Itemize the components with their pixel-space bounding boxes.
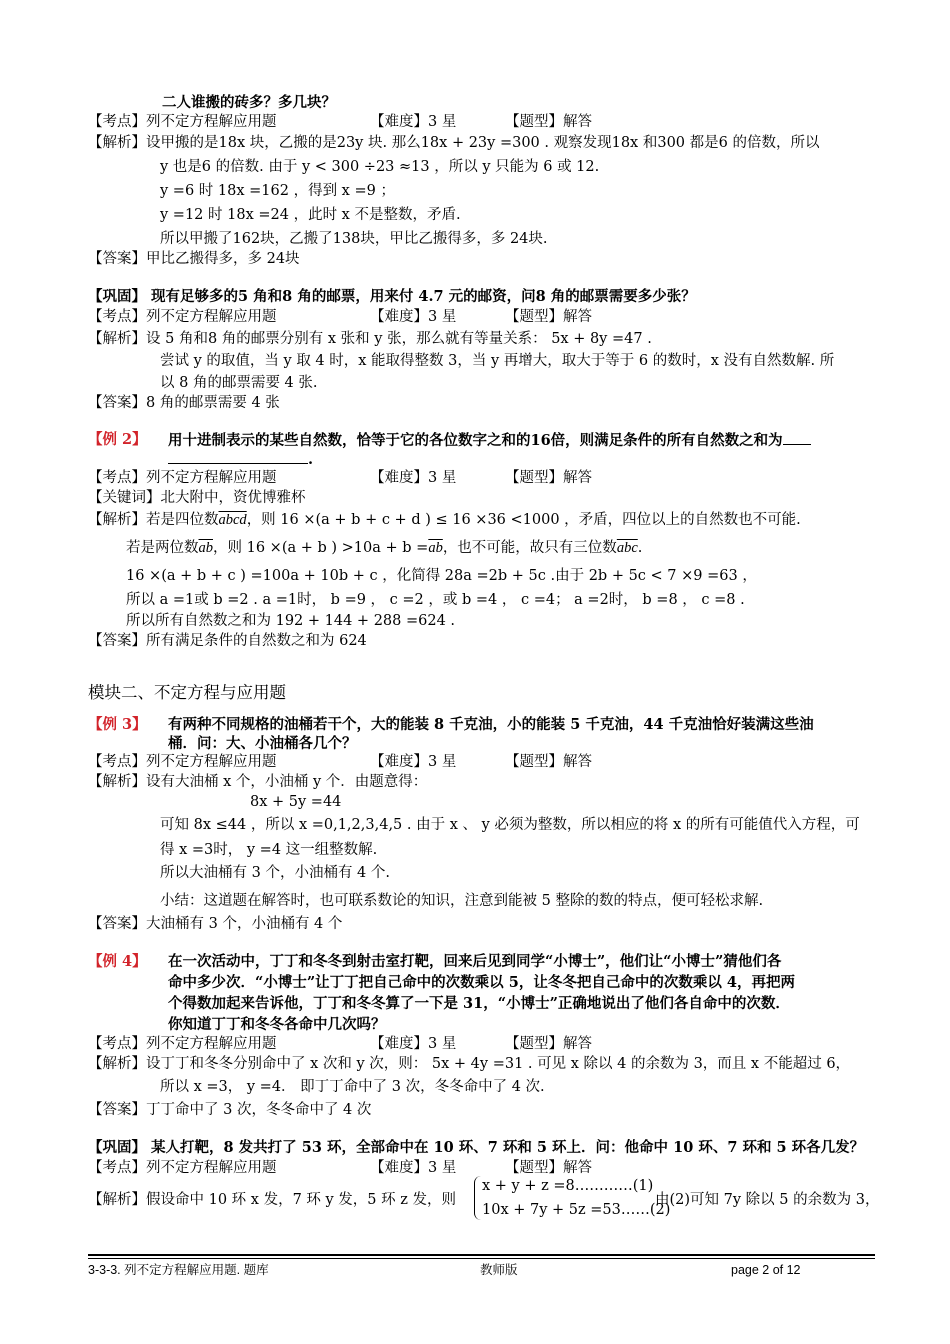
- kaodian-label: 【考点】列不定方程解应用题: [88, 470, 277, 486]
- kaodian-label: 【考点】列不定方程解应用题: [88, 1036, 277, 1052]
- answer-line: 【答案】甲比乙搬得多，多 24块: [88, 251, 300, 267]
- solution-line: 所以 x =3， y =4． 即丁丁命中了 3 次，冬冬命中了 4 次.: [160, 1079, 545, 1095]
- solution-line: y =12 时 18x =24 ，此时 x 不是整数，矛盾.: [160, 207, 461, 223]
- summary-line: 小结：这道题在解答时，也可联系数论的知识，注意到能被 5 整除的数的特点，便可轻松求解.: [160, 893, 764, 909]
- solution-line: 所以 a =1或 b =2 . a =1时， b =9 ， c =2 ，或 b =4 ， c =4； a =2时， b =8 ， c =8 .: [126, 592, 745, 608]
- solution-line: 若是两位数$\overline{ab}$，则 16 ×(a + b ) $>10a + b =\overline{ab}$，也不可能，故只有三位数$\overline{abc}$.: [126, 540, 643, 556]
- example-question: 你知道丁丁和冬冬各命中几次吗？: [168, 1016, 386, 1033]
- problem-text: 二人谁搬的砖多？多几块？: [162, 94, 336, 111]
- solution-line: 尝试 y 的取值，当 y 取 4 时，x 能取得整数 3，当 y 再增大，取大于等于 6 的数时，x 没有自然数解. 所: [160, 353, 835, 369]
- example-question-end: .: [168, 449, 313, 470]
- example-tag: 【例 3】: [88, 716, 147, 733]
- solution-line: 【解析】假设命中 10 环 x 发，7 环 y 发，5 环 z 发，则: [88, 1192, 456, 1208]
- difficulty-label: 【难度】3 星: [370, 1160, 457, 1176]
- solution-line: 得 x =3时， y =4 这一组整数解.: [160, 842, 378, 858]
- answer-blank: [168, 449, 308, 464]
- question-type-label: 【题型】解答: [505, 114, 592, 130]
- equation-row: 10x + 7y + 5z =53……(2): [482, 1202, 671, 1218]
- solution-line: 所以所有自然数之和为 192 + 144 + 288 =624 .: [126, 613, 456, 629]
- solution-line: 所以大油桶有 3 个，小油桶有 4 个.: [160, 865, 390, 881]
- solution-line: 由(2)可知 7y 除以 5 的余数为 3，: [655, 1192, 880, 1208]
- footer-title: 3-3-3. 列不定方程解应用题. 题库: [88, 1263, 269, 1277]
- solution-line: 【解析】设有大油桶 x 个，小油桶 y 个．由题意得：: [88, 774, 428, 790]
- example-tag: 【例 4】: [88, 953, 147, 970]
- solution-line: 以 8 角的邮票需要 4 张.: [160, 375, 318, 391]
- solution-line: 【解析】设 5 角和8 角的邮票分别有 x 张和 y 张，那么就有等量关系： 5x + 8y =47 .: [88, 331, 652, 347]
- difficulty-label: 【难度】3 星: [370, 309, 457, 325]
- footer-edition: 教师版: [480, 1263, 518, 1277]
- example-question: 在一次活动中，丁丁和冬冬到射击室打靶，回来后见到同学“小博士”，他们让“小博士”猜他们各: [168, 953, 782, 970]
- equation: 8x + 5y =44: [250, 794, 342, 810]
- answer-line: 【答案】大油桶有 3 个，小油桶有 4 个: [88, 916, 343, 932]
- kaodian-label: 【考点】列不定方程解应用题: [88, 754, 277, 770]
- question-type-label: 【题型】解答: [505, 1036, 592, 1052]
- solution-line: 【解析】若是四位数abcd，则 16 ×(a + b + c + d ) ≤ 16 ×36 <1000 ，矛盾，四位以上的自然数也不可能.: [88, 512, 801, 528]
- example-question: [168, 430, 811, 451]
- solution-line: 【解析】设甲搬的是18x 块，乙搬的是23y 块. 那么18x + 23y =300 . 观察发现18x 和300 都是6 的倍数，所以: [88, 135, 820, 151]
- consolidation-question: 【巩固】 现有足够多的5 角和8 角的邮票，用来付 4.7 元的邮资，问8 角的邮票需要多少张？: [88, 288, 696, 305]
- difficulty-label: 【难度】3 星: [370, 114, 457, 130]
- question-type-label: 【题型】解答: [505, 1160, 592, 1176]
- solution-line: 可知 8x ≤44 ，所以 x =0,1,2,3,4,5 . 由于 x 、 y 必须为整数，所以相应的将 x 的所有可能值代入方程，可: [160, 817, 860, 833]
- example-tag: 【例 2】: [88, 431, 147, 448]
- example-question: 个得数加起来告诉他，丁丁和冬冬算了一下是 31，“小博士”正确地说出了他们各自命中的次数．: [168, 995, 790, 1012]
- kaodian-label: 【考点】列不定方程解应用题: [88, 114, 277, 130]
- example-question: 桶．问：大、小油桶各几个？: [168, 735, 357, 752]
- example-question: 命中多少次．“小博士”让丁丁把自己命中的次数乘以 5，让冬冬把自己命中的次数乘以 4，再把两: [168, 974, 795, 991]
- solution-line: 所以甲搬了162块，乙搬了138块，甲比乙搬得多，多 24块.: [160, 231, 548, 247]
- answer-line: 【答案】8 角的邮票需要 4 张: [88, 395, 280, 411]
- difficulty-label: 【难度】3 星: [370, 1036, 457, 1052]
- footer-rule: [88, 1258, 875, 1259]
- answer-blank: [783, 430, 811, 445]
- equation-row: x + y + z =8…………(1): [482, 1178, 654, 1194]
- question-type-label: 【题型】解答: [505, 470, 592, 486]
- question-type-label: 【题型】解答: [505, 754, 592, 770]
- answer-line: 【答案】丁丁命中了 3 次，冬冬命中了 4 次: [88, 1102, 372, 1118]
- page-number: page 2 of 12: [731, 1263, 801, 1277]
- difficulty-label: 【难度】3 星: [370, 470, 457, 486]
- example-question: 有两种不同规格的油桶若干个，大的能装 8 千克油，小的能装 5 千克油，44 千克油恰好装满这些油: [168, 716, 814, 733]
- solution-line: 16 ×(a + b + c ) =100a + 10b + c ，化简得 28a =2b + 5c .由于 2b + 5c < 7 ×9 =63 ，: [126, 568, 757, 584]
- solution-line: y 也是6 的倍数. 由于 y < 300 ÷23 ≈13 ，所以 y 只能为 6 或 12.: [160, 159, 600, 175]
- answer-line: 【答案】所有满足条件的自然数之和为 624: [88, 633, 367, 649]
- kaodian-label: 【考点】列不定方程解应用题: [88, 309, 277, 325]
- equation-system: [474, 1176, 671, 1224]
- solution-line: y =6 时 18x =162 ，得到 x =9 ；: [160, 183, 395, 199]
- footer-rule: [88, 1254, 875, 1256]
- question-type-label: 【题型】解答: [505, 309, 592, 325]
- keyword-line: 【关键词】北大附中，资优博雅杯: [88, 490, 306, 506]
- kaodian-label: 【考点】列不定方程解应用题: [88, 1160, 277, 1176]
- module-heading: 模块二、不定方程与应用题: [88, 683, 286, 702]
- brace-icon: [474, 1176, 481, 1220]
- example-question-text: 用十进制表示的某些自然数，恰等于它的各位数字之和的16倍，则满足条件的所有自然数之和为: [168, 432, 783, 449]
- consolidation-question: 【巩固】 某人打靶，8 发共打了 53 环，全部命中在 10 环、7 环和 5 环上．问：他命中 10 环、7 环和 5 环各几发？: [88, 1139, 865, 1156]
- difficulty-label: 【难度】3 星: [370, 754, 457, 770]
- solution-line: 【解析】设丁丁和冬冬分别命中了 x 次和 y 次，则： 5x + 4y =31 . 可见 x 除以 4 的余数为 3，而且 x 不能超过 6，: [88, 1056, 851, 1072]
